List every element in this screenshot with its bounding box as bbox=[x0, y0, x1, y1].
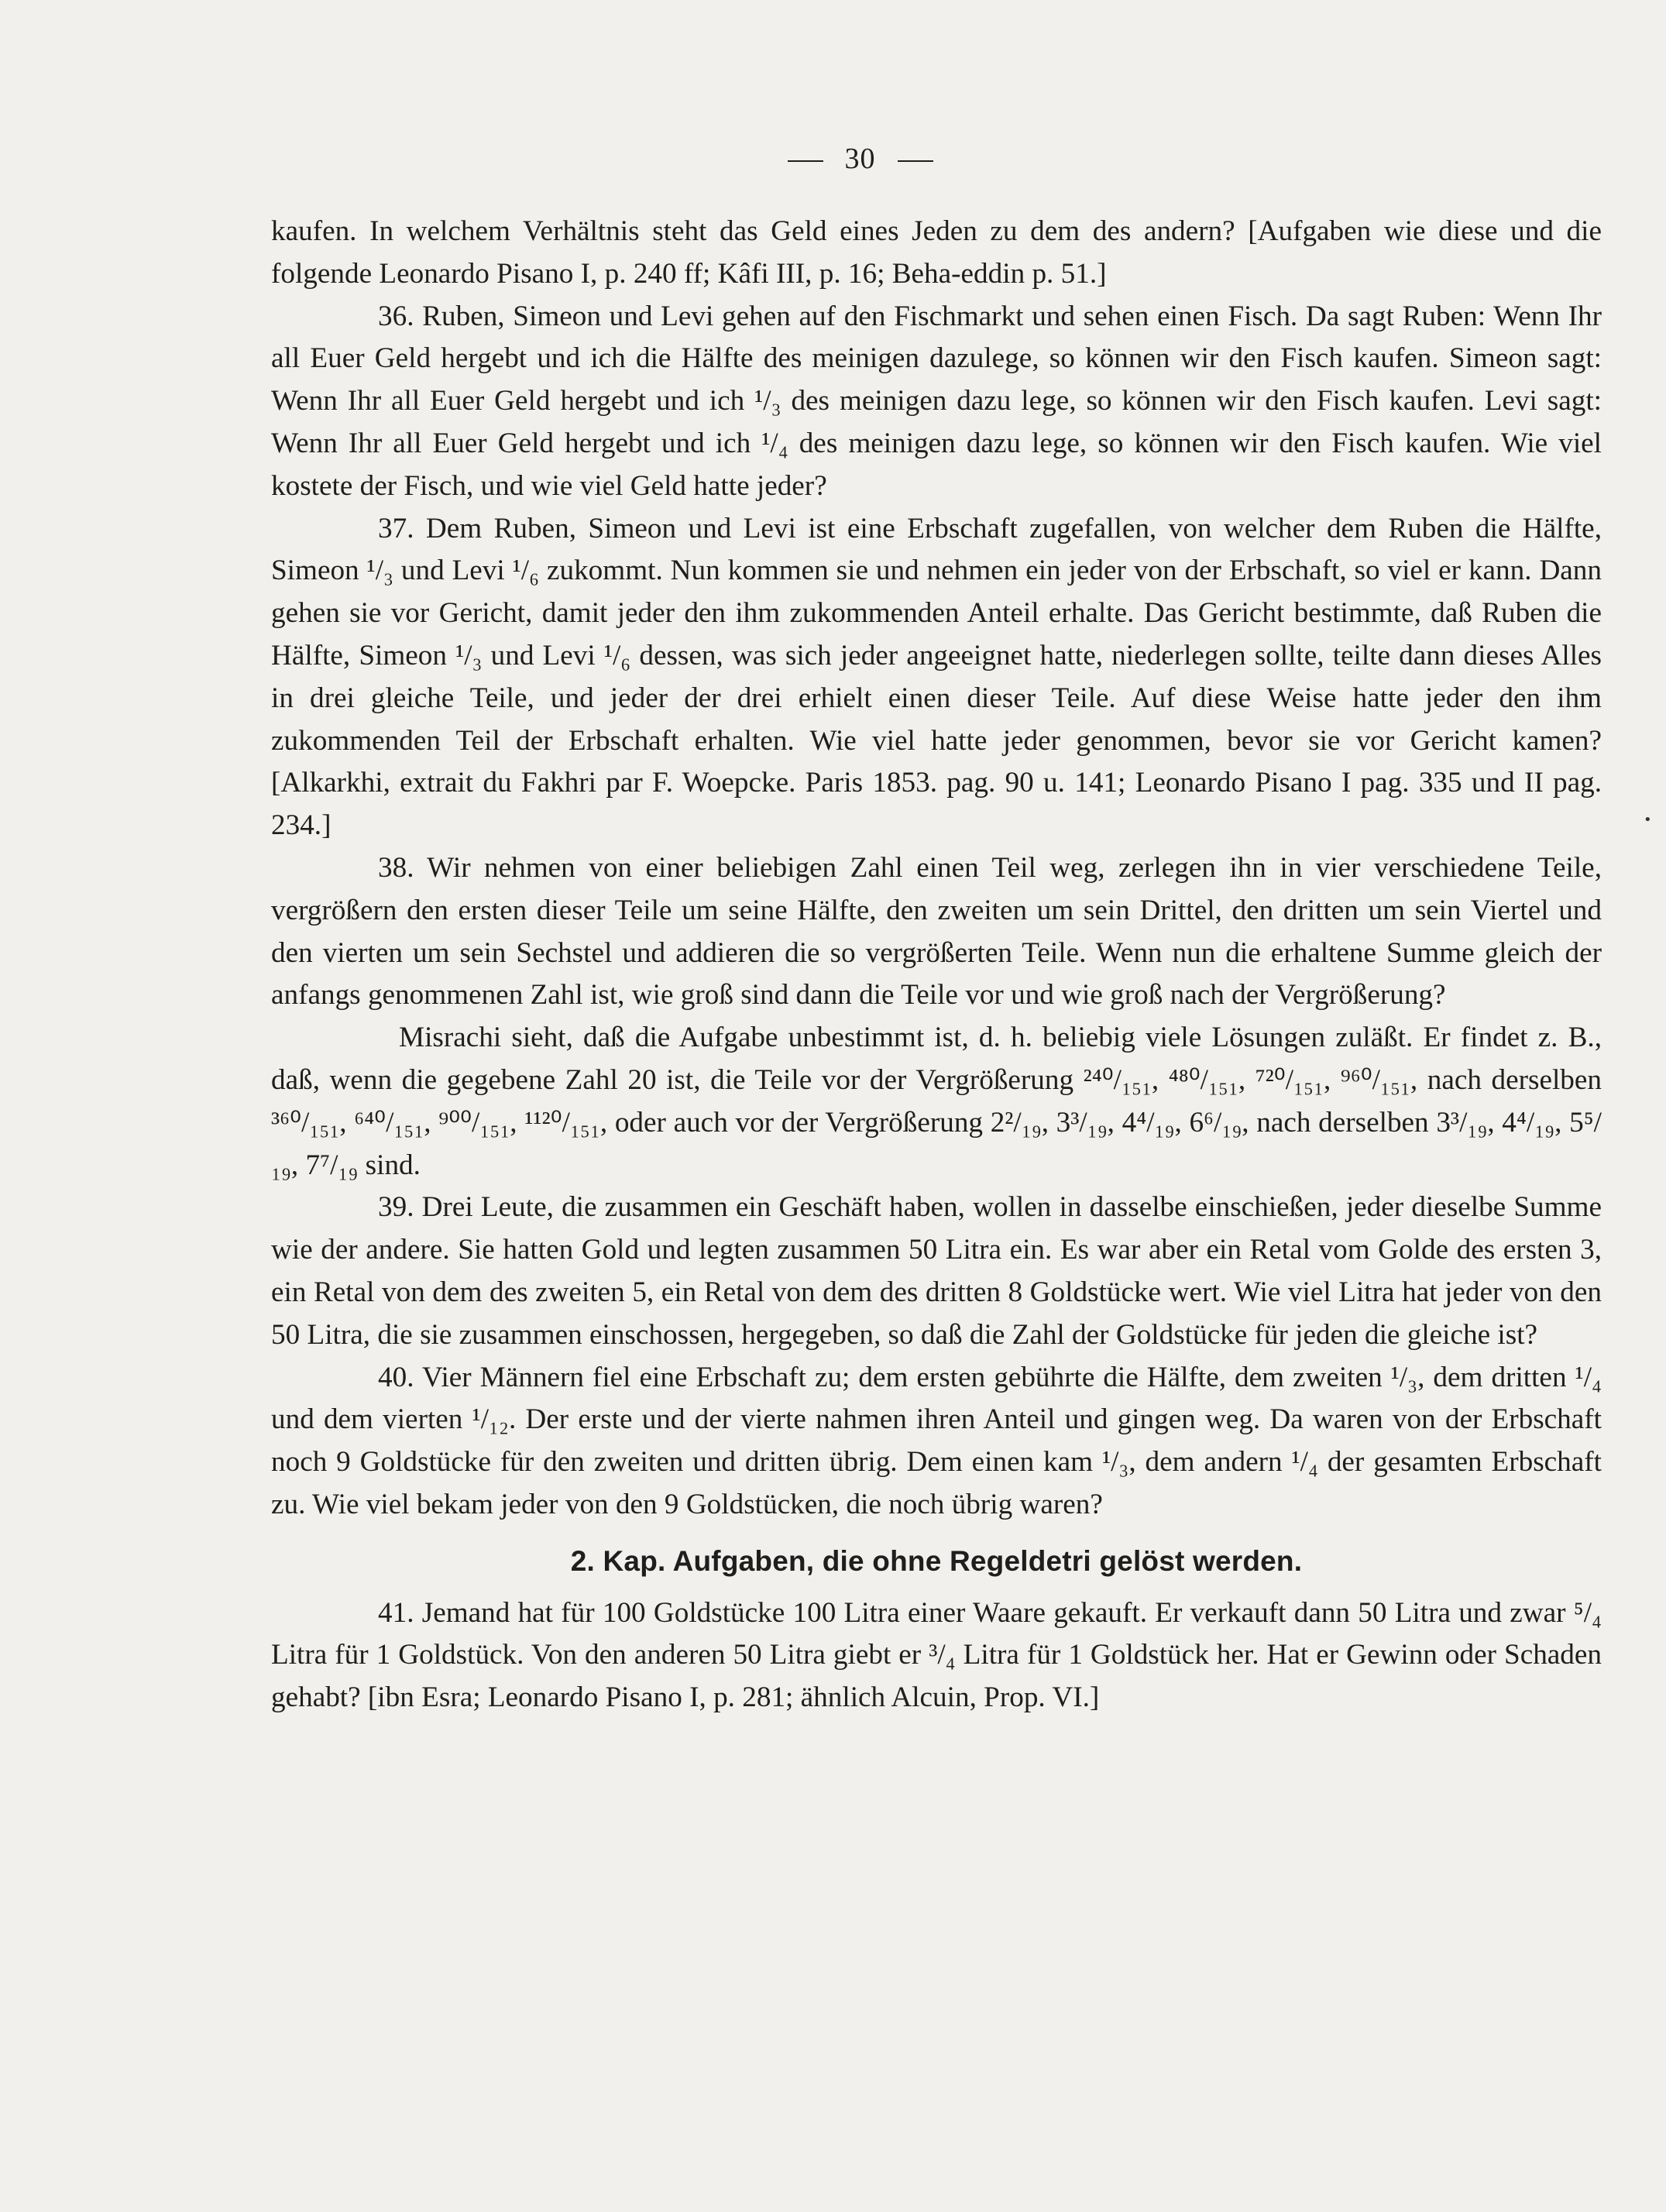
page-header bbox=[27, 142, 1666, 176]
margin-mark: • bbox=[1644, 812, 1652, 828]
body-text bbox=[271, 211, 1602, 1719]
paragraph-problem-36: 36. Ruben, Simeon und Levi gehen auf den Fischmarkt und sehen einen Fisch. Da sagt Ruben: Wenn Ihr all Euer Geld hergebt und ich die Hälfte des meinigen dazulege, so können wir den Fisch kaufen. Simeon sagt: Wenn Ihr all Euer Geld hergebt und ich ¹/₃ des meinigen dazu lege, so können wir den Fisch kaufen. Levi sagt: Wenn Ihr all Euer Geld hergebt und ich ¹/₄ des meinigen dazu lege, so können wir den Fisch kaufen. Wie viel kostete der Fisch, und wie viel Geld hatte jeder? bbox=[271, 300, 1602, 502]
paragraph-problem-40: 40. Vier Männern fiel eine Erbschaft zu; dem ersten gebührte die Hälfte, dem zweiten ¹/₃, dem dritten ¹/₄ und dem vierten ¹/₁₂. Der erste und der vierte nahmen ihren Anteil und gingen weg. Da waren von der Erbschaft noch 9 Goldstücke für den zweiten und dritten übrig. Dem einen kam ¹/₃, dem andern ¹/₄ der gesamten Erbschaft zu. Wie viel bekam jeder von den 9 Goldstücken, die noch übrig waren? bbox=[271, 1361, 1602, 1520]
header-dash-left bbox=[788, 160, 823, 162]
paragraph-misrachi: Misrachi sieht, daß die Aufgabe unbestimmt ist, d. h. beliebig viele Lösungen zuläßt. Er findet z. B., daß, wenn die gegebene Zahl 20 ist, die Teile vor der Vergrößerung ²⁴⁰/₁₅₁, ⁴⁸⁰/₁₅₁, ⁷²⁰/₁₅₁, ⁹⁶⁰/₁₅₁, nach derselben ³⁶⁰/₁₅₁, ⁶⁴⁰/₁₅₁, ⁹⁰⁰/₁₅₁, ¹¹²⁰/₁₅₁, oder auch vor der Vergrößerung 2²/₁₉, 3³/₁₉, 4⁴/₁₉, 6⁶/₁₉, nach derselben 3³/₁₉, 4⁴/₁₉, 5⁵/₁₉, 7⁷/₁₉ sind. bbox=[271, 1022, 1602, 1181]
paragraph-continuation: kaufen. In welchem Verhältnis steht das Geld eines Jeden zu dem des andern? [Aufgaben wie diese und die folgende Leonardo Pisano I, p. 240 ff; Kâfi III, p. 16; Beha-eddin p. 51.] bbox=[271, 215, 1602, 290]
paragraph-problem-39: 39. Drei Leute, die zusammen ein Geschäft haben, wollen in dasselbe einschießen, jeder dieselbe Summe wie der andere. Sie hatten Gold und legten zusammen 50 Litra ein. Es war aber ein Retal vom Golde des ersten 3, ein Retal von dem des zweiten 5, ein Retal von dem des dritten 8 Goldstücke wert. Wie viel Litra hat jeder von den 50 Litra, die sie zusammen einschossen, hergegeben, so daß die Zahl der Goldstücke für jeden die gleiche ist? bbox=[271, 1191, 1602, 1351]
page-number: 30 bbox=[844, 143, 876, 175]
paragraph-problem-38: 38. Wir nehmen von einer beliebigen Zahl einen Teil weg, zerlegen ihn in vier verschiedene Teile, vergrößern den ersten dieser Teile um seine Hälfte, den zweiten um sein Drittel, den dritten um sein Viertel und den vierten um sein Sechstel und addieren die so vergrößerten Teile. Wenn nun die erhaltene Summe gleich der anfangs genommenen Zahl ist, wie groß sind dann die Teile vor und wie groß nach der Vergrößerung? bbox=[271, 851, 1602, 1012]
header-dash-right bbox=[898, 160, 933, 162]
paragraph-problem-37: 37. Dem Ruben, Simeon und Levi ist eine Erbschaft zugefallen, von welcher dem Ruben die Hälfte, Simeon ¹/₃ und Levi ¹/₆ zukommt. Nun kommen sie und nehmen ein jeder von der Erbschaft, so viel er kann. Dann gehen sie vor Gericht, damit jeder den ihm zukommenden Anteil erhalte. Das Gericht bestimmte, daß Ruben die Hälfte, Simeon ¹/₃ und Levi ¹/₆ dessen, was sich jeder angeeignet hatte, niederlegen sollte, teilte dann dieses Alles in drei gleiche Teile, und jeder der drei erhielt einen dieser Teile. Auf diese Weise hatte jeder den ihm zukommenden Teil der Erbschaft erhalten. Wie viel hatte jeder genommen, bevor sie vor Gericht kamen? [Alkarkhi, extrait du Fakhri par F. Woepcke. Paris 1853. pag. 90 u. 141; Leonardo Pisano I pag. 335 und II pag. 234.] bbox=[271, 512, 1602, 842]
chapter-heading: 2. Kap. Aufgaben, die ohne Regeldetri gelöst werden. bbox=[570, 1544, 1303, 1577]
paragraph-problem-41: 41. Jemand hat für 100 Goldstücke 100 Litra einer Waare gekauft. Er verkauft dann 50 Litra und zwar ⁵/₄ Litra für 1 Goldstück. Von den anderen 50 Litra giebt er ³/₄ Litra für 1 Goldstück her. Hat er Gewinn oder Schaden gehabt? [ibn Esra; Leonardo Pisano I, p. 281; ähnlich Alcuin, Prop. VI.] bbox=[271, 1596, 1602, 1714]
